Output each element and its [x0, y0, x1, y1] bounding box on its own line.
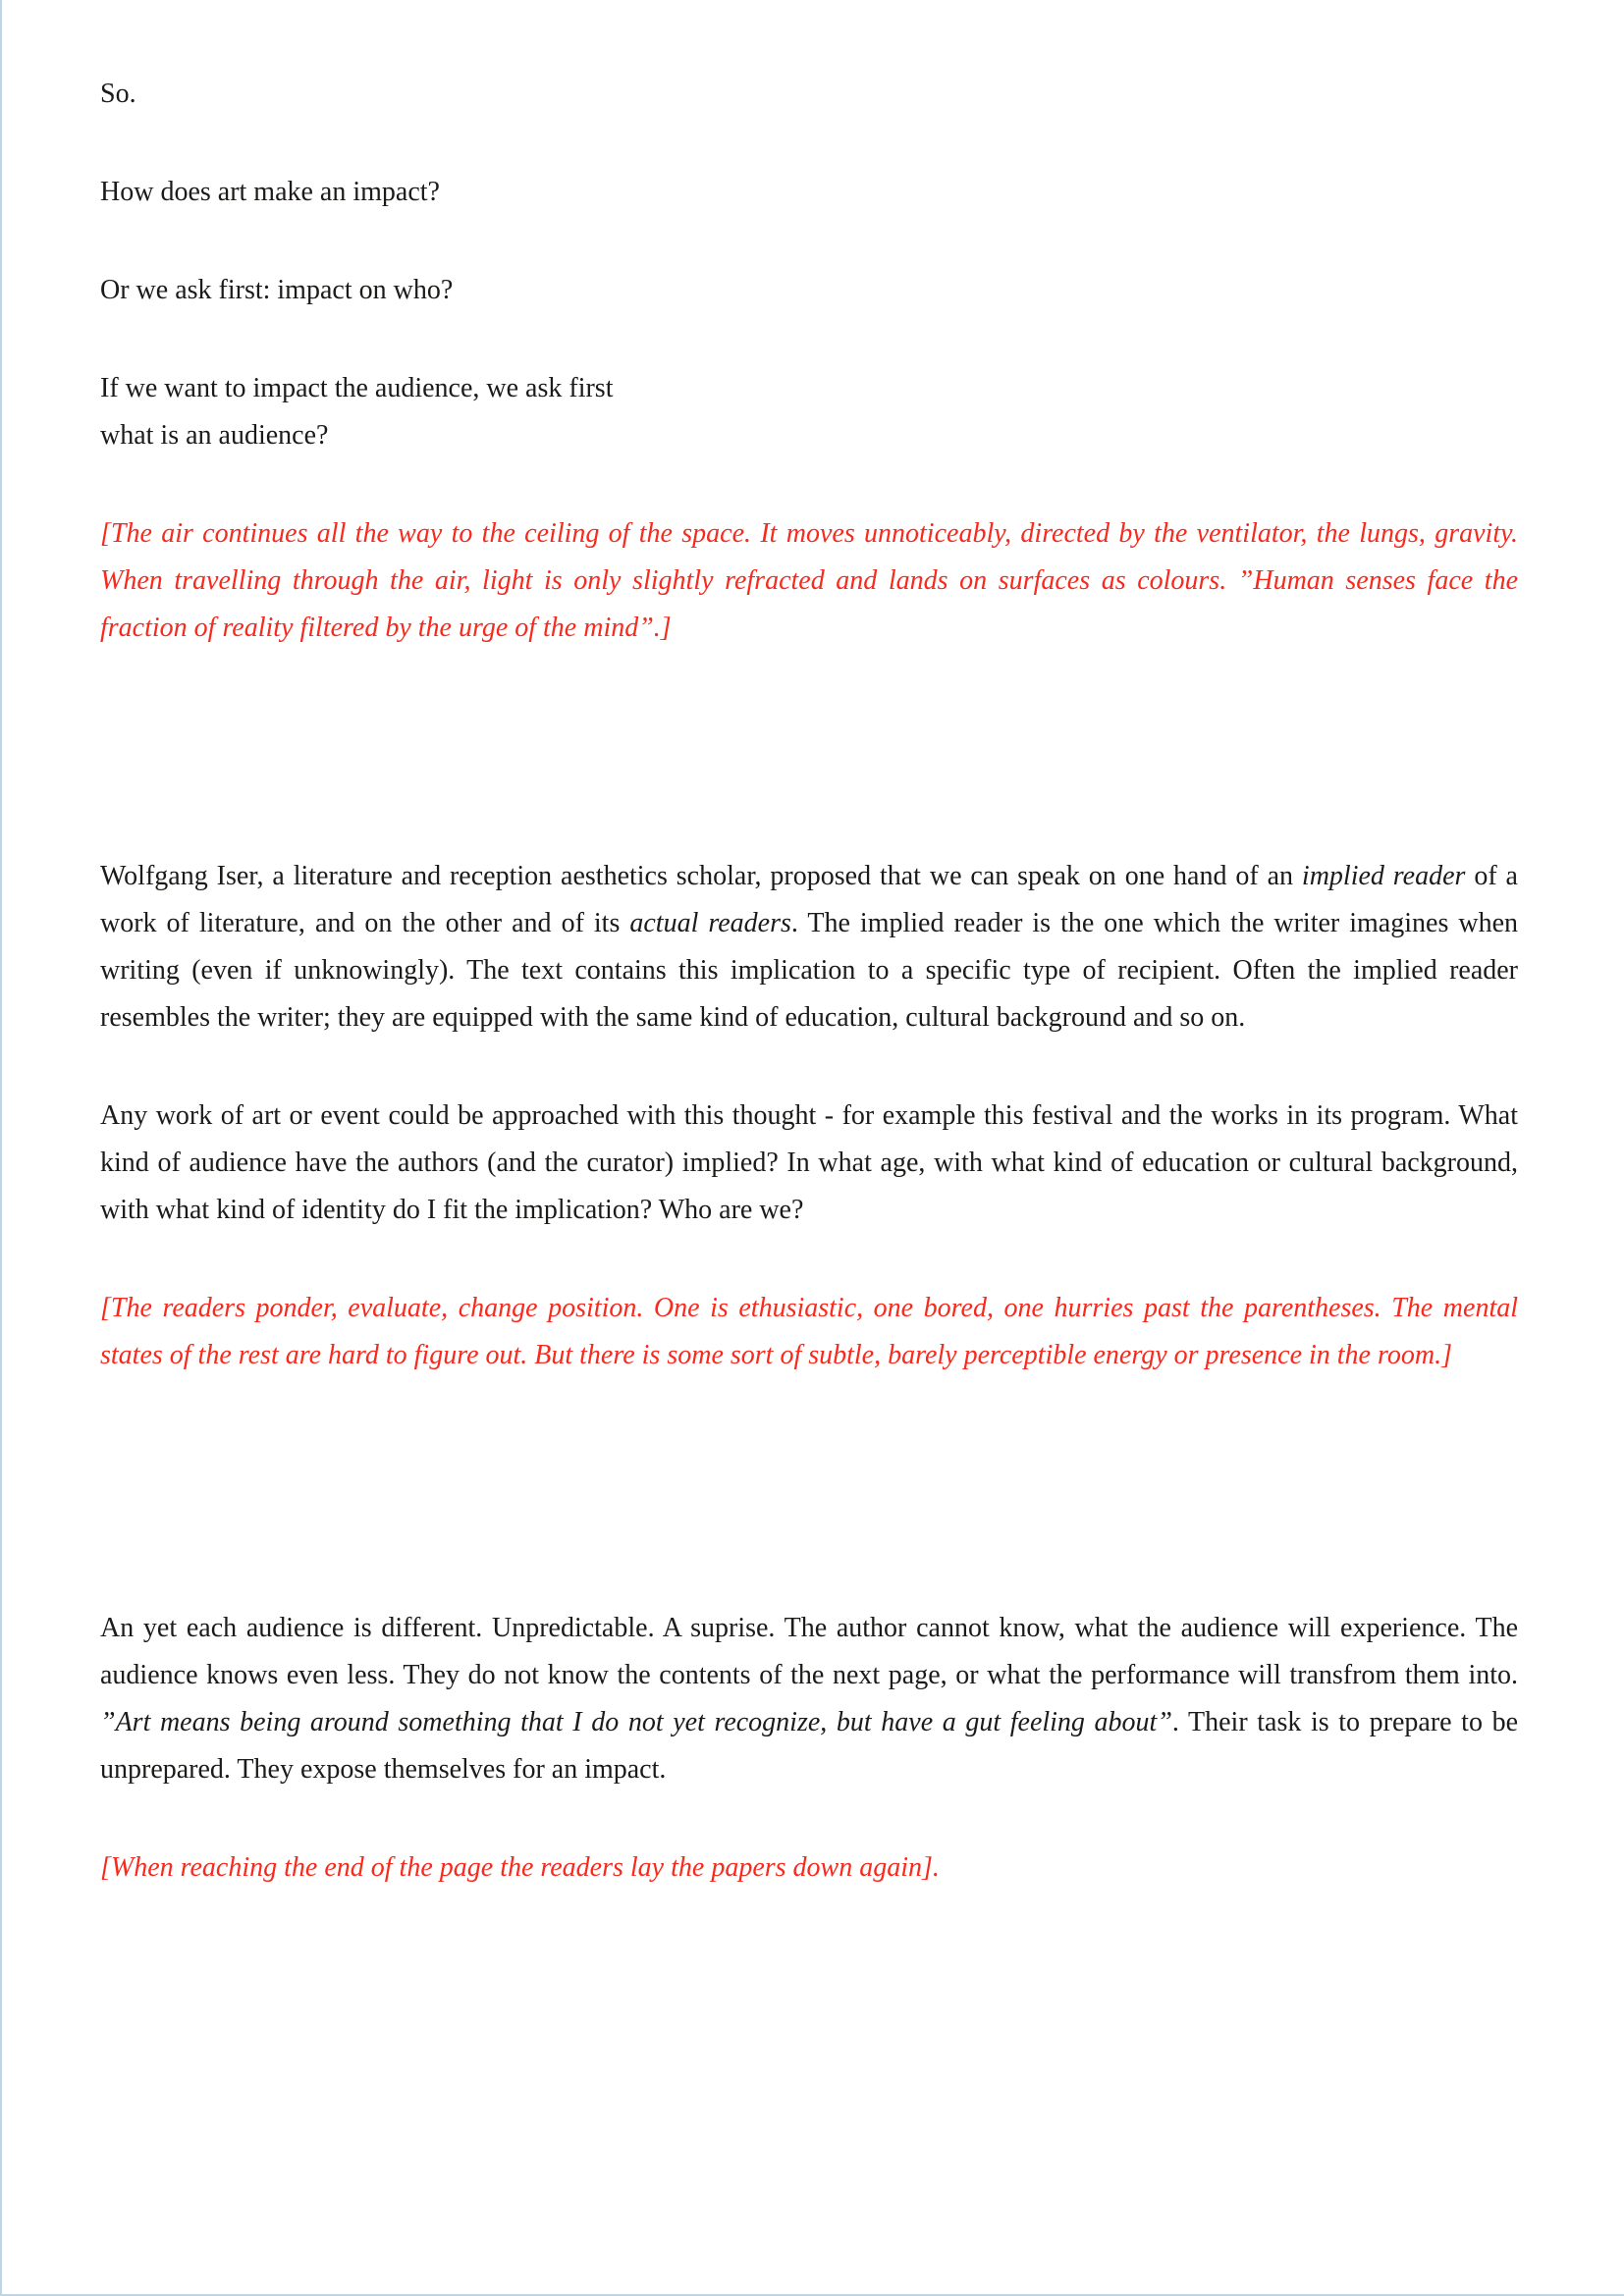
- audience-question-line-2: what is an audience?: [100, 420, 329, 451]
- paragraph-any-work: Any work of art or event could be approached with this thought - for example this festival and the works in its program. What kind of audience have the authors (and the curator) implied? In what age, with what kind of education or cultural background, with what kind of identity do I fit the implication? Who are we?: [100, 1100, 1518, 1225]
- paragraph-audience-question: [100, 365, 1518, 459]
- paragraph-each-audience: An yet each audience is different. Unpredictable. A suprise. The author cannot know, what the audience will experience. The audience knows even less. They do not know the contents of the next page, or what the performance will transfrom them into. ”Art means being around something that I do not yet recognize, but have a gut feeling about”. Their task is to prepare to be unprepared. They expose themselves for an impact.: [100, 1613, 1519, 1785]
- stage-direction-air: [The air continues all the way to the ceiling of the space. It moves unnoticeably, directed by the ventilator, the lungs, gravity. When travelling through the air, light is only slightly refracted and lands on surfaces as colours. ”Human senses face the fraction of reality filtered by the urge of the mind”.]: [100, 518, 1518, 643]
- audience-question-line-1: If we want to impact the audience, we ask first: [100, 373, 614, 403]
- stage-direction-readers: [The readers ponder, evaluate, change position. One is ethusiastic, one bored, one hurries past the parentheses. The mental states of the rest are hard to figure out. But there is some sort of subtle, barely perceptible energy or presence in the room.]: [100, 1293, 1518, 1370]
- paragraph-who-question: Or we ask first: impact on who?: [100, 275, 454, 305]
- page-content: [2, 0, 1624, 1892]
- paragraph-wolfgang-iser: Wolfgang Iser, a literature and reception aesthetics scholar, proposed that we can speak on one hand of an implied reader of a work of literature, and on the other and of its actual readers. The implied reader is the one which the writer imagines when writing (even if unknowingly). The text contains this implication to a specific type of recipient. Often the implied reader resembles the writer; they are equipped with the same kind of education, cultural background and so on.: [100, 861, 1518, 1033]
- stage-direction-end: [When reaching the end of the page the readers lay the papers down again].: [100, 1852, 940, 1883]
- paragraph-impact-question: How does art make an impact?: [100, 177, 440, 207]
- paragraph-so: So.: [100, 79, 136, 109]
